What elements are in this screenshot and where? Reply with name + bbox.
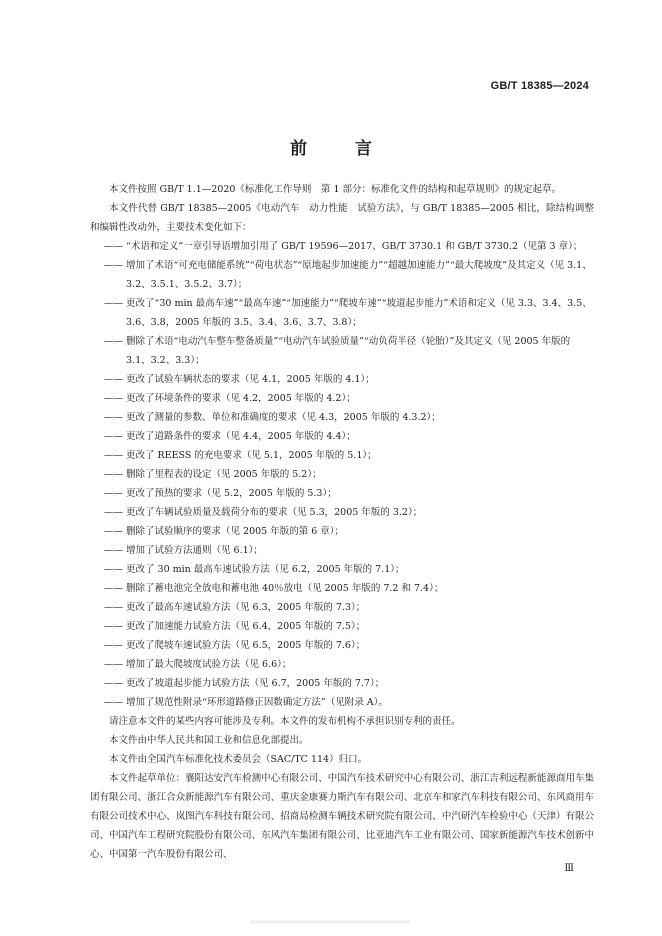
- change-item: [90, 617, 594, 636]
- change-item: [90, 579, 594, 598]
- change-text: 更改了“30 min 最高车速”“最高车速”“加速能力”“爬坡车速”“坡道起步能力”术语和定义（见 3.3、3.4、3.5、3.6、3.8，2005 年版的 3.5、3.4、3.6、3.7、3.8）；: [126, 298, 592, 328]
- dash-marker: ——: [104, 526, 123, 537]
- change-text: 删除了蓄电池完全放电和蓄电池 40％放电（见 2005 年版的 7.2 和 7.4）；: [126, 583, 444, 594]
- dash-marker: ——: [104, 374, 123, 385]
- change-item: [90, 541, 594, 560]
- standard-number: GB/T 18385—2024: [490, 80, 589, 92]
- dash-marker: ——: [104, 298, 123, 309]
- dash-marker: ——: [104, 564, 123, 575]
- dash-marker: ——: [104, 697, 123, 708]
- dash-marker: ——: [104, 431, 123, 442]
- change-text: 更改了道路条件的要求（见 4.4，2005 年版的 4.4）；: [126, 431, 356, 442]
- change-text: 更改了 30 min 最高车速试验方法（见 6.2，2005 年版的 7.1）；: [126, 564, 405, 575]
- change-item: [90, 465, 594, 484]
- change-item: [90, 237, 594, 256]
- change-text: 更改了最高车速试验方法（见 6.3，2005 年版的 7.3）；: [126, 602, 366, 613]
- change-item: [90, 408, 594, 427]
- change-item: [90, 560, 594, 579]
- change-item: [90, 522, 594, 541]
- intro-paragraph-1: 本文件按照 GB/T 1.1—2020《标准化工作导则 第 1 部分：标准化文件的结构和起草规则》的规定起草。: [109, 184, 562, 195]
- committee-paragraph: 本文件由全国汽车标准化技术委员会（SAC/TC 114）归口。: [109, 754, 368, 765]
- intro-paragraph-2: 本文件代替 GB/T 18385—2005《电动汽车 动力性能 试验方法》，与 GB/T 18385—2005 相比，除结构调整和编辑性改动外，主要技术变化如下：: [90, 203, 594, 233]
- change-text: 增加了规范性附录“环形道路修正因数确定方法”（见附录 A）。: [126, 697, 388, 708]
- change-item: [90, 256, 594, 294]
- patent-notice: 请注意本文件的某些内容可能涉及专利。本文件的发布机构不承担识别专利的责任。: [109, 716, 461, 727]
- page-title: 前 言: [290, 139, 393, 159]
- change-text: 更改了预热的要求（见 5.2，2005 年版的 5.3）；: [126, 488, 337, 499]
- change-item: [90, 655, 594, 674]
- dash-marker: ——: [104, 507, 123, 518]
- change-text: 增加了试验方法通则（见 6.1）；: [126, 545, 263, 556]
- dash-marker: ——: [104, 393, 123, 404]
- dash-marker: ——: [104, 602, 123, 613]
- change-text: 更改了 REESS 的充电要求（见 5.1，2005 年版的 5.1）；: [126, 450, 377, 461]
- dash-marker: ——: [104, 640, 123, 651]
- change-item: [90, 427, 594, 446]
- change-text: 增加了术语“可充电储能系统”“荷电状态”“原地起步加速能力”“超越加速能力”“最大爬坡度”及其定义（见 3.1、3.2、3.5.1、3.5.2、3.7）；: [126, 260, 592, 290]
- dash-marker: ——: [104, 469, 123, 480]
- dash-marker: ——: [104, 583, 123, 594]
- change-text: 删除了里程表的设定（见 2005 年版的 5.2）；: [126, 469, 322, 480]
- change-item: [90, 503, 594, 522]
- change-text: 更改了爬坡车速试验方法（见 6.5，2005 年版的 7.6）；: [126, 640, 366, 651]
- change-item: [90, 389, 594, 408]
- change-text: 更改了测量的参数、单位和准确度的要求（见 4.3，2005 年版的 4.3.2）；: [126, 412, 441, 423]
- dash-marker: ——: [104, 659, 123, 670]
- document-body: [90, 180, 594, 864]
- change-text: 删除了术语“电动汽车整车整备质量”“电动汽车试验质量”“动负荷半径（轮胎）”及其定义（见 2005 年版的 3.1、3.2、3.3）；: [126, 336, 571, 366]
- dash-marker: ——: [104, 336, 123, 347]
- change-item: [90, 598, 594, 617]
- change-text: 更改了加速能力试验方法（见 6.4，2005 年版的 7.5）；: [126, 621, 366, 632]
- change-text: 更改了试验车辆状态的要求（见 4.1，2005 年版的 4.1）；: [126, 374, 375, 385]
- change-item: [90, 636, 594, 655]
- proposer-paragraph: 本文件由中华人民共和国工业和信息化部提出。: [109, 735, 309, 746]
- footer-watermark: [250, 918, 410, 926]
- dash-marker: ——: [104, 545, 123, 556]
- dash-marker: ——: [104, 621, 123, 632]
- change-item: [90, 484, 594, 503]
- dash-marker: ——: [104, 450, 123, 461]
- dash-marker: ——: [104, 678, 123, 689]
- dash-marker: ——: [104, 241, 123, 252]
- changes-list: [90, 237, 594, 712]
- dash-marker: ——: [104, 488, 123, 499]
- change-item: [90, 446, 594, 465]
- change-text: 增加了最大爬坡度试验方法（见 6.6）；: [126, 659, 292, 670]
- change-item: [90, 693, 594, 712]
- change-item: [90, 294, 594, 332]
- change-item: [90, 332, 594, 370]
- change-text: 更改了车辆试验质量及载荷分布的要求（见 5.3，2005 年版的 3.2）；: [126, 507, 423, 518]
- page-number: Ⅲ: [564, 863, 574, 874]
- change-text: 更改了坡道起步能力试验方法（见 6.7，2005 年版的 7.7）；: [126, 678, 385, 689]
- change-text: “术语和定义”一章引导语增加引用了 GB/T 19596—2017、GB/T 3730.1 和 GB/T 3730.2（见第 3 章）；: [126, 241, 583, 252]
- change-text: 更改了环境条件的要求（见 4.2，2005 年版的 4.2）；: [126, 393, 356, 404]
- change-text: 删除了试验顺序的要求（见 2005 年版的第 6 章）；: [126, 526, 345, 537]
- dash-marker: ——: [104, 412, 123, 423]
- dash-marker: ——: [104, 260, 123, 271]
- change-item: [90, 370, 594, 389]
- drafting-units-paragraph: 本文件起草单位：襄阳达安汽车检测中心有限公司、中国汽车技术研究中心有限公司、浙江吉利远程新能源商用车集团有限公司、浙江合众新能源汽车有限公司、重庆金康赛力斯汽车有限公司、北京车和家汽车科技有限公司、东风商用车有限公司技术中心、岚图汽车科技有限公司、招商局检测车辆技术研究院有限公司、中汽研汽车检验中心（天津）有限公司、中国汽车工程研究院股份有限公司、东风汽车集团有限公司、比亚迪汽车工业有限公司、国家新能源汽车技术创新中心、中国第一汽车股份有限公司、: [90, 773, 594, 860]
- change-item: [90, 674, 594, 693]
